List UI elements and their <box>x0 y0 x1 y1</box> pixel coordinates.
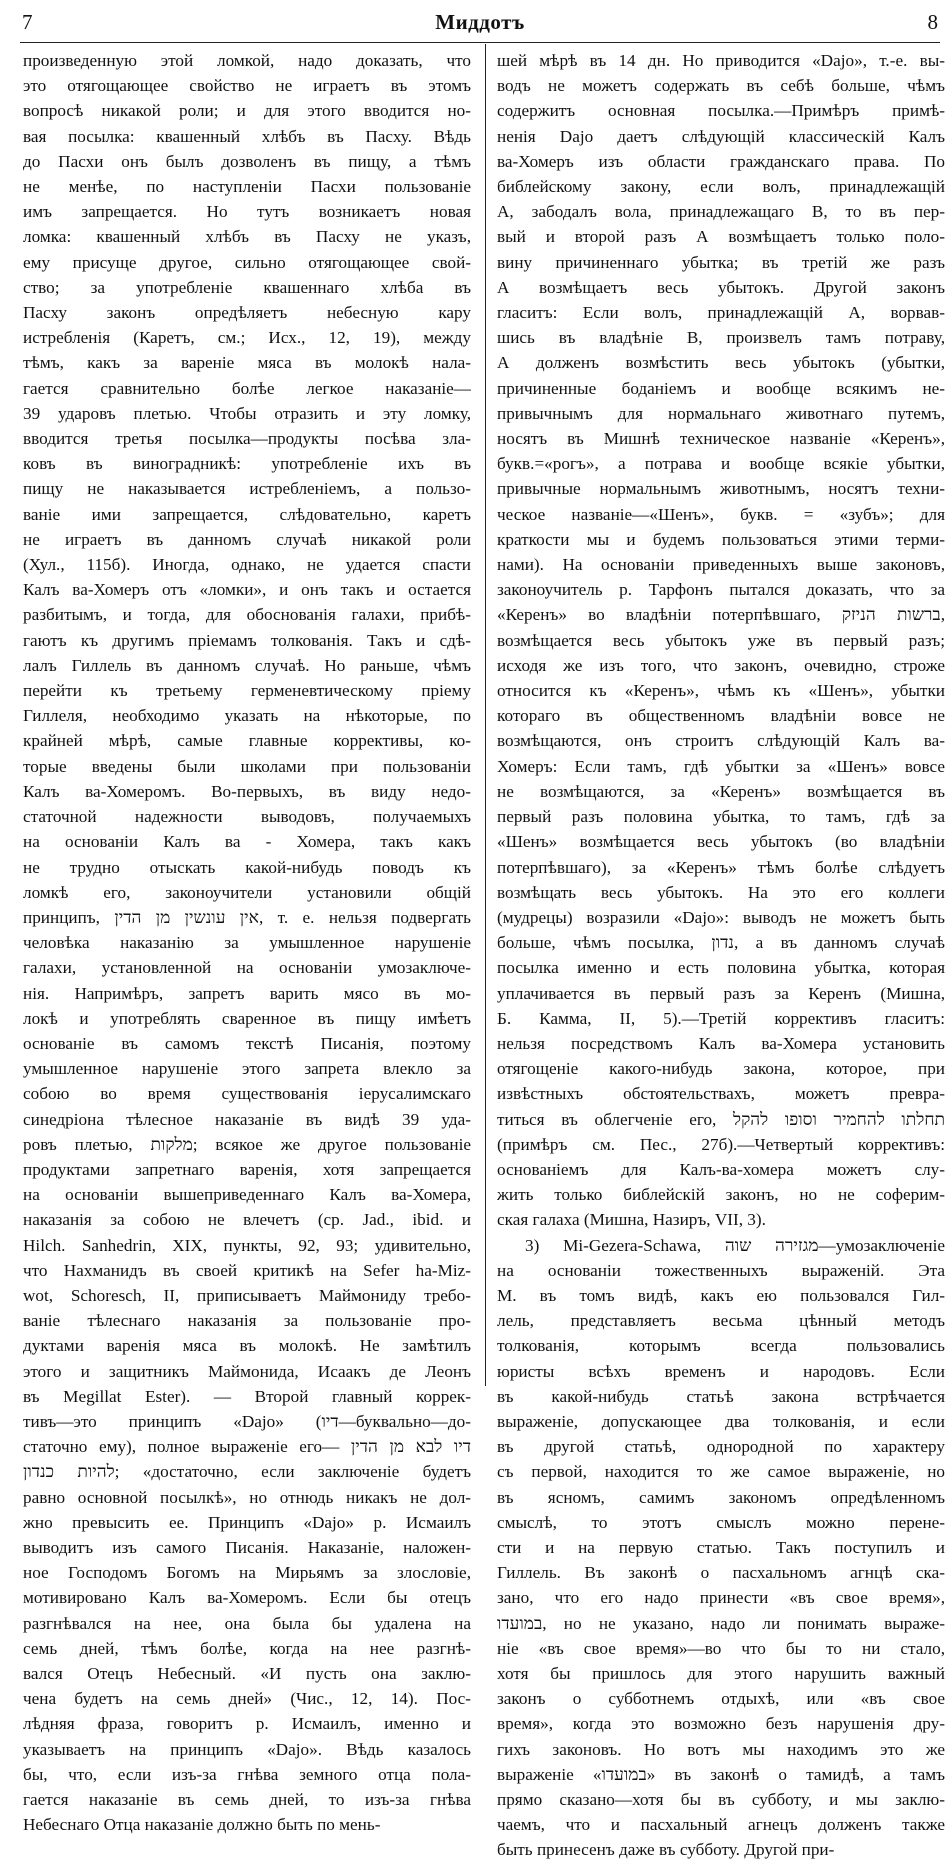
text-line: отягощеніе какого-нибудь закона, которое, при <box>497 1059 945 1079</box>
text-line: зано, что его надо принести «въ свое время», <box>497 1588 945 1608</box>
text-line: ваніе ими запрещается, слѣдовательно, каретъ <box>23 504 471 524</box>
text-line: съ первой, находится то же самое выраженіе, но <box>497 1462 945 1482</box>
text-line: вый и второй разъ А возмѣщаетъ только поло- <box>497 227 945 247</box>
text-line: семь дней, тѣмъ болѣе, когда на нее разгнѣ- <box>23 1638 471 1658</box>
header-rule <box>20 42 940 43</box>
text-line: перейти къ третьему герменевтическому пріему <box>23 681 471 701</box>
text-line: вая посылка: квашенный хлѣбъ въ Пасху. Вѣдь <box>23 126 471 146</box>
right-column <box>497 48 945 1863</box>
text-line: на основаніи тожественныхъ выраженій. Эта <box>497 1260 945 1280</box>
text-line: торые введены были школами при пользованіи <box>23 756 471 776</box>
text-line: основаніе въ самомъ текстѣ Писанія, поэтому <box>23 1033 471 1053</box>
text-line: законъ о субботнемъ отдыхѣ, или «въ свое <box>497 1689 945 1709</box>
text-line: въ какой-нибудь статьѣ закона встрѣчается <box>497 1386 945 1406</box>
running-header <box>22 10 938 36</box>
text-line: не возмѣщаются, за «Керенъ» возмѣщается въ <box>497 781 945 801</box>
text-line: не менѣе, по наступленіи Пасхи пользованіе <box>23 177 471 197</box>
left-column <box>23 48 471 1837</box>
text-line: ваніе тѣлеснаго наказанія за пользованіе про- <box>23 1311 471 1331</box>
text-line: гласитъ: Если волъ, принадлежащій А, ворвав- <box>497 303 945 323</box>
text-line: шись въ владѣніе В, произвелъ тамъ потраву, <box>497 328 945 348</box>
text-line: истребленія (Каретъ, см.; Исх., 12, 19), между <box>23 328 471 348</box>
text-line: нельзя посредствомъ Калъ ва-Хомера установить <box>497 1033 945 1053</box>
text-line: этого и защитникъ Маймонида, Исаакъ де Леонъ <box>23 1361 471 1381</box>
text-line: смыслѣ, то этотъ смыслъ можно перене- <box>497 1512 945 1532</box>
text-line: посылка именно и есть половина убытка, которая <box>497 958 945 978</box>
text-line: ніе «въ свое время»—во что бы то ни стало, <box>497 1638 945 1658</box>
text-line: 3) Mi-Gezera-Schawa, מגזירה שוה—умозаключеніе <box>525 1235 945 1255</box>
text-line: человѣка наказанію за умышленное нарушеніе <box>23 933 471 953</box>
text-line: Калъ ва-Хомеръ отъ «ломки», и онъ такъ и остается <box>23 580 471 600</box>
text-line: извѣстныхъ обстоятельствахъ, можетъ превра- <box>497 1084 945 1104</box>
text-line: выраженіе «במועדו» въ законѣ о тамидѣ, а тамъ <box>497 1764 945 1784</box>
text-line: сти и на первую статью. Такъ поступилъ и <box>497 1537 945 1557</box>
text-line: до Пасхи онъ былъ дозволенъ въ пищу, а тѣмъ <box>23 151 471 171</box>
text-line: больше, чѣмъ посылка, נדון, а въ данномъ случаѣ <box>497 933 945 953</box>
text-line: крайней мѣрѣ, самые главные коррективы, ко- <box>23 731 471 751</box>
text-line: «Керенъ» во владѣніи потерпѣвшаго, ברשות הניזק, <box>497 605 945 625</box>
text-line: указываетъ на принципъ «Dajo». Вѣдь казалось <box>23 1739 471 1759</box>
text-line: бы, что, если изъ-за гнѣва земного отца пола- <box>23 1764 471 1784</box>
text-line: вался Отецъ Небесный. «И пусть она заклю- <box>23 1664 471 1683</box>
text-line: разгнѣвался на нее, она была бы удалена на <box>23 1613 471 1633</box>
text-line: произведенную этой ломкой, надо доказать, что <box>23 51 471 70</box>
text-line: гается сравнительно болѣе легкое наказаніе— <box>23 378 471 398</box>
text-line: вину причиненнаго убытка; въ третій же разъ <box>497 252 945 272</box>
text-line: гаютъ къ другимъ пріемамъ толкованія. Такъ и сдѣ- <box>23 630 471 650</box>
page-number-right: 8 <box>927 10 938 34</box>
text-line: въ Megillat Ester). — Второй главный коррек- <box>23 1386 471 1406</box>
text-line: въ ясномъ, самимъ закономъ опредѣленномъ <box>497 1487 945 1507</box>
text-line: чаемъ, что и пасхальный агнецъ долженъ также <box>497 1815 945 1835</box>
text-line: статочной надежности выводовъ, получаемыхъ <box>23 807 471 827</box>
text-line: время», когда это возможно безъ нарушенія дру- <box>497 1714 945 1734</box>
text-line: ровъ плетью, מלקות; всякое же другое пользованіе <box>23 1134 471 1154</box>
text-line: ческое названіе—«Шенъ», букв. = «зубъ»; для <box>497 504 945 524</box>
text-line: пищу не наказывается истребленіемъ, а пользо- <box>23 479 471 499</box>
text-line: статочно ему), полное выраженіе его— דיו לבא מן הדין <box>23 1437 471 1457</box>
text-line: Пасху законъ опредѣляетъ небесную кару <box>23 303 471 323</box>
text-line: гихъ законовъ. Но вотъ мы находимъ это же <box>497 1739 945 1759</box>
text-line: (мудрецы) возразили «Dajo»: выводъ не можетъ быть <box>497 907 945 927</box>
text-line: разбитымъ, и тогда, для обоснованія галахи, прибѣ- <box>23 605 471 625</box>
text-line: жно превысить ее. Принципъ «Dajo» р. Исмаилъ <box>23 1512 471 1532</box>
text-line: синедріона тѣлесное наказаніе въ видѣ 39 уда- <box>23 1109 471 1129</box>
text-line: основаніемъ для Калъ-ва-хомера можетъ слу- <box>497 1159 945 1179</box>
text-line: шей мѣрѣ въ 14 дн. Но приводится «Dajo», т.-е. вы- <box>497 51 945 70</box>
text-line: тивъ—это принципъ «Dajo» (דיו—буквально—до- <box>23 1411 471 1431</box>
text-line: дуктами варенія мяса въ молокѣ. Не замѣтилъ <box>23 1336 471 1356</box>
text-line: М. въ томъ видѣ, какъ ею пользовался Гил- <box>497 1285 945 1305</box>
text-line: быть принесенъ даже въ субботу. Другой при- <box>497 1840 835 1860</box>
text-line: толкованія, которымъ всегда пользовались <box>497 1336 945 1356</box>
text-line: «Шенъ» возмѣщается весь убытокъ (во владѣніи <box>497 832 945 852</box>
text-line: возмѣщаются, онъ строитъ слѣдующій Калъ ва- <box>497 731 945 751</box>
text-line: привычные нормальнымъ животнымъ, носятъ техни- <box>497 479 945 499</box>
text-line: водъ не можетъ содержать въ себѣ больше, чѣмъ <box>497 76 945 96</box>
text-line: ное Господомъ Богомъ на Мирьямъ за злословіе, <box>23 1563 471 1583</box>
text-line: относится къ «Керенъ», чѣмъ къ «Шенъ», убытки <box>497 681 945 701</box>
text-line: не трудно отыскать какой-нибудь поводъ къ <box>23 857 471 877</box>
text-line: собою во время существованія іерусалимскаго <box>23 1084 471 1104</box>
text-line: лель, представляетъ весьма цѣнный методъ <box>497 1311 945 1331</box>
text-line: гается наказаніе въ семь дней, то изъ-за гнѣва <box>23 1790 471 1810</box>
text-line: 39 ударовъ плетью. Чтобы отразить и эту ломку, <box>23 403 471 423</box>
text-line: это отягощающее свойство не играетъ въ этомъ <box>23 76 471 96</box>
text-line: привычнымъ для нормальнаго животнаго путемъ, <box>497 403 945 423</box>
text-line: ненія Dajo даетъ слѣдующій классическій Калъ <box>497 126 945 146</box>
text-line: принципъ, אין עונשין מן הדין, т. е. нельзя подвергать <box>23 907 471 927</box>
text-line: (Хул., 115б). Иногда, однако, не удается спасти <box>23 555 471 575</box>
text-line: краткости мы и будемъ пользоваться этими терми- <box>497 529 945 549</box>
text-line: А, забодалъ вола, принадлежащаго В, то въ пер- <box>497 202 945 222</box>
text-line: имъ запрещается. Но тутъ возникаетъ новая <box>23 202 471 222</box>
text-line: ская галаха (Мишна, Назиръ, VII, 3). <box>497 1210 766 1230</box>
text-line: вводится третья посылка—продукты посѣва зла- <box>23 429 471 449</box>
text-line: выраженіе, допускающее два толкованія, и если <box>497 1411 945 1431</box>
text-line: Хомеръ: Если тамъ, гдѣ убытки за «Шенъ» вовсе <box>497 756 945 776</box>
text-line: умышленное нарушеніе этого запрета влекло за <box>23 1059 471 1079</box>
text-line: первый разъ половина убытка, то тамъ, гдѣ за <box>497 807 945 827</box>
text-line: нія. Напримѣръ, запретъ варить мясо въ мо- <box>23 983 471 1003</box>
text-line: что Нахманидъ въ своей критикѣ на Sefer ha-Miz- <box>23 1260 471 1280</box>
text-line: юристы всѣхъ временъ и народовъ. Если <box>497 1361 945 1381</box>
text-line: локѣ и употреблять сваренное въ пищу имѣетъ <box>23 1008 471 1028</box>
text-line: котораго въ общественномъ владѣніи вовсе не <box>497 706 945 726</box>
page-number-left: 7 <box>22 10 33 34</box>
text-line: להיות כנדון; «достаточно, если заключеніе будетъ <box>23 1462 471 1482</box>
text-line: А возмѣщаетъ весь убытокъ. Другой законъ <box>497 277 945 297</box>
text-line: равно основной посылкѣ», но отнюдь никакъ не дол- <box>23 1487 471 1507</box>
text-line: (примѣръ см. Пес., 27б).—Четвертый коррективъ: <box>497 1134 945 1154</box>
text-line: ство; за употребленіе квашеннаго хлѣба въ <box>23 277 471 297</box>
text-line: библейскому закону, если волъ, принадлежащій <box>497 177 945 197</box>
text-line: букв.=«рогъ», а потрава и вообще всякіе убытки, <box>497 454 945 474</box>
text-line: возмѣщается весь убытокъ уже въ первый разъ; <box>497 630 945 650</box>
text-line: потерпѣвшаго), за «Керенъ» тѣмъ болѣе слѣдуетъ <box>497 857 945 877</box>
text-line: причиненные боданіемъ и вообще всякимъ не- <box>497 378 945 398</box>
text-line: мотивировано Калъ ва-Хомеромъ. Если бы отецъ <box>23 1588 471 1608</box>
text-line: законоучитель р. Тарфонъ пытался доказать, что за <box>497 580 945 600</box>
text-line: на основаніи вышеприведеннаго Калъ ва-Хомера, <box>23 1185 471 1205</box>
text-line: титься въ облегченіе его, תחלתו להחמיר וסופו להקל <box>497 1109 945 1129</box>
text-line: выводитъ изъ самого Писанія. Наказаніе, наложен- <box>23 1537 471 1557</box>
text-line: wot, Schoresch, II, приписываетъ Маймониду требо- <box>23 1285 471 1305</box>
text-line: хотя бы пришлось для этого нарушить важный <box>497 1664 945 1683</box>
text-line: содержитъ основная посылка.—Примѣръ примѣ- <box>497 101 945 121</box>
text-line: носятъ въ Мишнѣ техническое названіе «Керенъ», <box>497 429 945 449</box>
text-line: прямо сказано—хотя бы въ субботу, и мы заклю- <box>497 1790 945 1810</box>
column-divider <box>485 44 486 1386</box>
text-line: ломка: квашенный хлѣбъ въ Пасху не указъ, <box>23 227 471 247</box>
text-line: במועדו, но не указано, надо ли понимать выраже- <box>497 1613 945 1633</box>
text-line: тѣмъ, какъ за вареніе мяса въ молокѣ нала- <box>23 353 471 373</box>
text-line: А долженъ возмѣстить весь убытокъ (убытки, <box>497 353 945 373</box>
text-line: Hilch. Sanhedrin, XIX, пункты, 92, 93; удивительно, <box>23 1235 471 1255</box>
text-line: на основаніи Калъ ва - Хомера, такъ какъ <box>23 832 471 852</box>
text-line: не играетъ въ данномъ случаѣ никакой роли <box>23 529 471 549</box>
text-line: лѣдняя фраза, говоритъ р. Исмаилъ, именно и <box>23 1714 471 1734</box>
text-line: Гиллеля, необходимо указать на нѣкоторые, по <box>23 706 471 726</box>
text-line: въ другой статьѣ, однородной по характеру <box>497 1437 945 1457</box>
text-line: чена будетъ на семь дней» (Чис., 12, 14). Пос- <box>23 1689 471 1709</box>
text-line: продуктами запретнаго варенія, хотя запрещается <box>23 1159 471 1179</box>
text-line: уплачивается въ первый разъ за Керенъ (Мишна, <box>497 983 945 1003</box>
text-line: галахи, установленной на основаніи умозаключе- <box>23 958 471 978</box>
page-title: Миддотъ <box>435 10 525 34</box>
text-line: Небеснаго Отца наказаніе должно быть по мень- <box>23 1815 381 1835</box>
text-line: лалъ Гиллель въ данномъ случаѣ. Но раньше, чѣмъ <box>23 655 471 675</box>
text-line: вопросѣ никакой роли; и для этого вводится но- <box>23 101 471 121</box>
text-line: возмѣщать весь убытокъ. На это его коллеги <box>497 882 945 902</box>
text-line: исходя же изъ того, что законъ, очевидно, строже <box>497 655 945 675</box>
text-line: ломкѣ его, законоучители установили общій <box>23 882 471 902</box>
text-line: жить только библейскій законъ, но не соферим- <box>497 1185 945 1205</box>
text-line: наказанія за собою не влечетъ (ср. Jad., ibid. и <box>23 1210 471 1230</box>
text-line: Б. Камма, II, 5).—Третій коррективъ гласитъ: <box>497 1008 945 1028</box>
text-line: ва-Хомеръ изъ области гражданскаго права. По <box>497 151 945 171</box>
text-line: Калъ ва-Хомеромъ. Во-первыхъ, въ виду недо- <box>23 781 471 801</box>
text-line: нами). На основаніи приведенныхъ выше законовъ, <box>497 555 945 575</box>
text-line: ковъ въ виноградникѣ: употребленіе ихъ въ <box>23 454 471 474</box>
text-line: Гиллель. Въ законѣ о пасхальномъ агнцѣ ска- <box>497 1563 945 1583</box>
text-line: ему присуще другое, сильно отягощающее свой- <box>23 252 471 272</box>
